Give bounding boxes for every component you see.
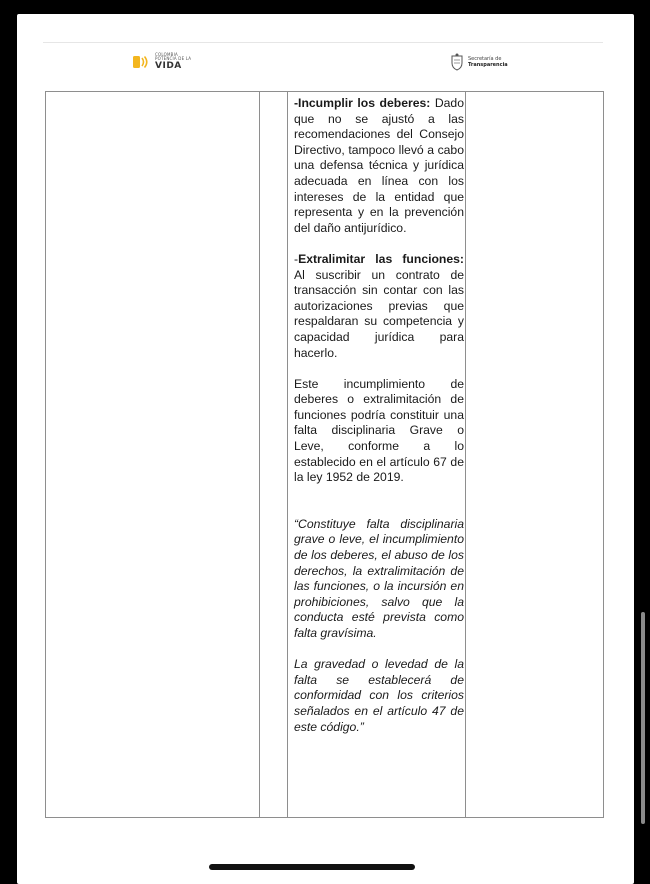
document-table (45, 91, 604, 818)
paragraph-extralimitar-text: Al suscribir un contrato de transacción sin contar con las autorizaciones previas que respaldaran su competencia y capacidad jurídica para hacerlo. (294, 267, 464, 360)
coat-of-arms-icon (450, 53, 464, 71)
paragraph-incumplir-text: Dado que no se ajustó a las recomendaciones del Consejo Directivo, tampoco llevó a cabo una defensa técnica y jurídica adecuada en línea con los intereses de la entidad que representa y en la prevención del daño antijurídico. (294, 96, 464, 235)
heading-incumplir: -Incumplir los deberes: (294, 96, 431, 110)
home-indicator[interactable] (209, 864, 415, 870)
logo-transparencia: Transparencia (468, 61, 508, 68)
secretaria-transparencia-logo (450, 52, 508, 72)
table-column-divider (465, 92, 466, 817)
table-column-divider (287, 92, 288, 817)
sun-wave-icon (133, 53, 151, 71)
paragraph-incumplir (294, 96, 464, 236)
logo-tagline: POTENCIA DE LA (155, 56, 192, 61)
logo-country: COLOMBIA (155, 52, 178, 57)
quote-paragraph-2: La gravedad o levedad de la falta se establecerá de conformidad con los criterios señalados en el artículo 47 de este código.” (294, 657, 464, 734)
document-page (17, 14, 634, 884)
scrollbar-thumb[interactable] (641, 612, 645, 824)
dash-prefix: - (294, 251, 299, 266)
paragraph-extralimitar (294, 252, 464, 361)
header-divider (43, 42, 603, 43)
logo-secretaria: Secretaría de (468, 55, 502, 62)
paragraph-falta: Este incumplimiento de deberes o extralimitación de funciones podría constituir una falta disciplinaria Grave o Leve, conforme a lo establecido en el artículo 67 de la ley 1952 de 2019. (294, 376, 464, 485)
table-column-divider (259, 92, 260, 817)
logo-vida-word: VIDA (155, 61, 182, 71)
quote-paragraph-1: “Constituye falta disciplinaria grave o leve, el incumplimiento de los deberes, el abuso de los derechos, la extralimitación de las funciones, o la incursión en prohibiciones, salvo que la conducta esté prevista como falta gravísima. (294, 516, 464, 640)
colombia-potencia-vida-logo (133, 52, 191, 72)
heading-extralimitar: Extralimitar las funciones: (298, 251, 464, 266)
table-cell-text (294, 96, 464, 735)
